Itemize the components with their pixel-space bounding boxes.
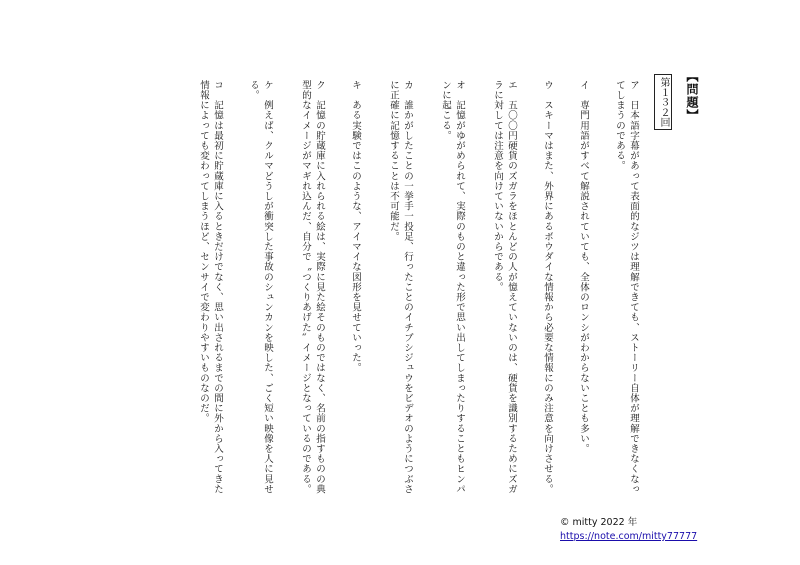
question-text: 記憶は最初に貯蔵庫に入るときだけでなく、思い出されるまでの間に外から入ってきた情報によっても変わってしまうほど、センサイで変わりやすいものなのだ。	[198, 80, 223, 495]
question-ke	[246, 80, 274, 500]
question-text: 日本語字幕があって表面的なジツは理解できても、ストーリー自体が理解できなくなってしまうのである。	[614, 80, 639, 495]
question-letter: ケ	[262, 80, 273, 91]
question-letter: オ	[454, 80, 465, 91]
question-text: 記憶の貯蔵庫に入れられる絵は、実際に見た絵そのものではなく、名前の指すものの典型的なイメージがマギれ込んだ、自分で〝つくりあげた〟イメージとなっているのである。	[300, 80, 325, 495]
credit-block	[560, 516, 697, 544]
question-text: ある実験ではこのような、アイマイな図形を見せていった。	[350, 100, 361, 373]
question-letter: ク	[314, 80, 325, 91]
question-e	[490, 80, 518, 500]
question-letter: イ	[578, 80, 589, 91]
question-text: 五〇〇円硬貨のズガラをほとんどの人が憶えていないのは、硬貨を識別するためにズガラに対しては注意を向けていないからである。	[492, 80, 517, 495]
question-ka	[386, 80, 414, 500]
question-ki	[348, 80, 362, 500]
author-link[interactable]: https://note.com/mitty77777	[560, 531, 698, 542]
copyright-text: © mitty 2022 年	[560, 517, 638, 528]
question-ku	[298, 80, 326, 500]
question-text: スキーマはまた、外界にあるボウダイな情報から必要な情報にのみ注意を向けさせる。	[542, 100, 553, 495]
question-ko	[196, 80, 224, 500]
question-text: 例えば、クルマどうしが衝突した事故のシュンカンを映した、ごく短い映像を人に見せる。	[248, 80, 273, 495]
question-text: 記憶がゆがめられて、実際のものと違った形で思い出してしまったりすることもヒンパンに起こる。	[440, 80, 465, 495]
question-text: 専門用語がすべて解説されていても、全体のロンシがわからないことも多い。	[578, 100, 589, 454]
question-text: 誰かがしたことの一挙手一投足、行ったことのイチブシジュウをビデオのようにつぶさに正確に記憶することは不可能だ。	[388, 80, 413, 495]
problem-heading: 【問題】	[685, 70, 699, 122]
question-letter: カ	[402, 80, 413, 91]
question-i	[576, 80, 590, 500]
question-u	[540, 80, 554, 500]
question-letter: エ	[506, 80, 517, 91]
question-o	[438, 80, 466, 500]
question-letter: コ	[212, 80, 223, 91]
question-letter: ウ	[542, 80, 553, 91]
session-number-box: 第１３２回	[654, 74, 672, 130]
question-a	[612, 80, 640, 500]
question-letter: ア	[628, 80, 639, 91]
question-letter: キ	[350, 80, 361, 91]
